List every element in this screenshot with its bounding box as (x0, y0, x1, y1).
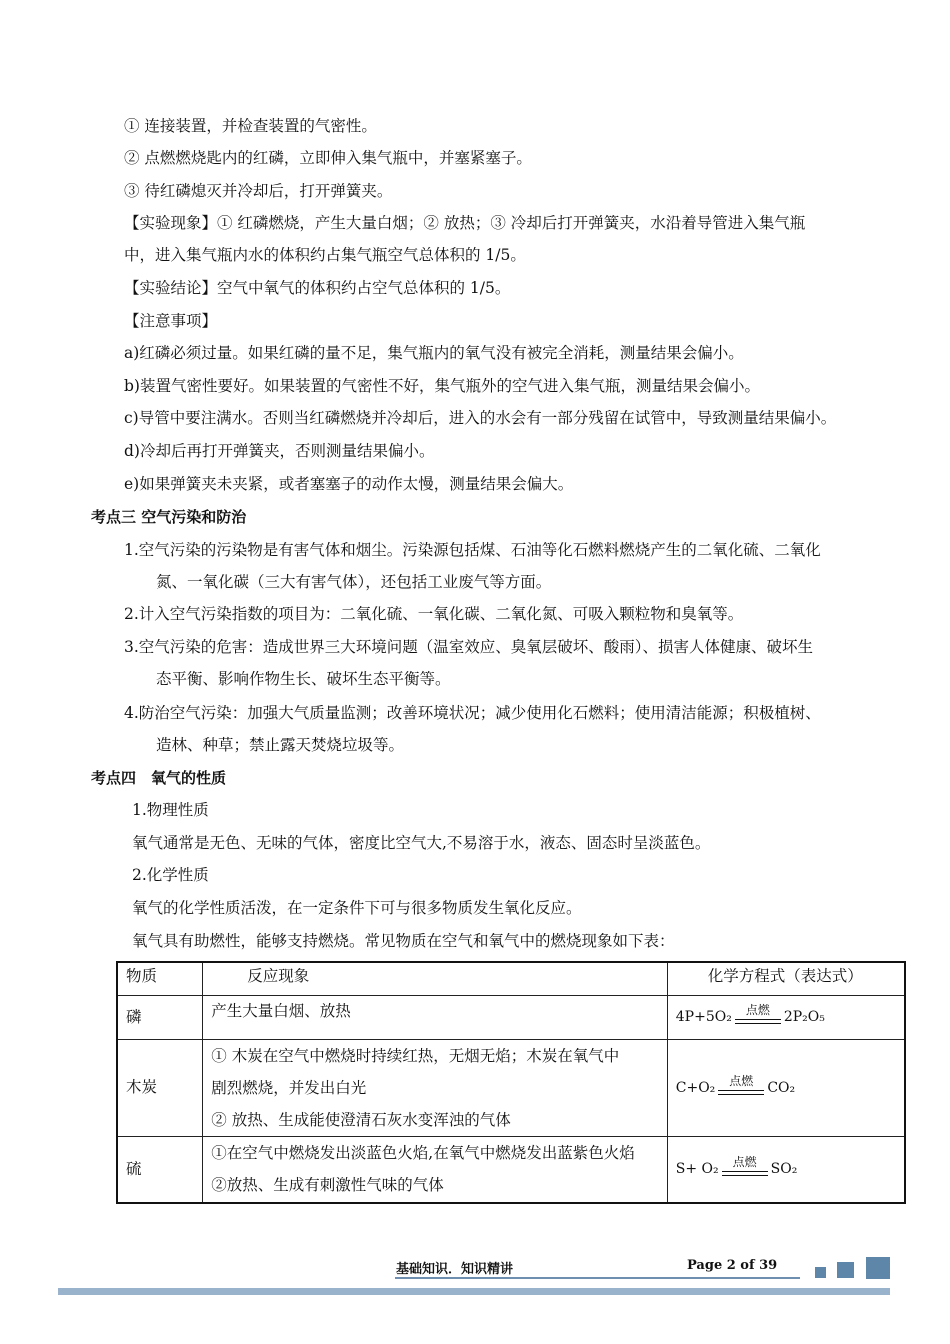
row-charcoal-equation (667, 1039, 905, 1136)
step-1: ① 连接装置，并检查装置的气密性。 (124, 117, 377, 135)
combustion-intro: 氧气具有助燃性，能够支持燃烧。常见物质在空气和氧气中的燃烧现象如下表： (132, 932, 675, 950)
phenomenon-line: ② 放热、生成能使澄清石灰水变浑浊的气体 (211, 1110, 511, 1129)
conclusion: 【实验结论】空气中氧气的体积约占空气总体积的 1/5。 (124, 279, 511, 297)
equation-products: CO₂ (767, 1079, 796, 1096)
section-3-item-1-line-2: 氮、一氧化碳（三大有害气体），还包括工业废气等方面。 (156, 573, 552, 591)
table-row (117, 1039, 905, 1136)
footer-square-small (815, 1267, 826, 1278)
reaction-arrow (718, 1073, 764, 1099)
footer-band (58, 1288, 890, 1295)
reaction-condition: 点燃 (745, 1003, 770, 1017)
footer-rule (395, 1277, 800, 1279)
note-b: b)装置气密性要好。如果装置的气密性不好，集气瓶外的空气进入集气瓶，测量结果会偏小。 (124, 377, 760, 395)
section-3-item-2: 2.计入空气污染指数的项目为：二氧化硫、一氧化碳、二氧化氮、可吸入颗粒物和臭氧等。 (124, 605, 744, 623)
step-2: ② 点燃燃烧匙内的红磷，立即伸入集气瓶中，并塞紧塞子。 (124, 149, 532, 167)
footer-square-medium (837, 1262, 854, 1278)
reaction-condition: 点燃 (729, 1073, 754, 1088)
chemical-properties-text: 氧气的化学性质活泼，在一定条件下可与很多物质发生氧化反应。 (132, 899, 582, 917)
row-phosphorus-equation (667, 995, 905, 1039)
equation-products: SO₂ (770, 1161, 798, 1178)
equation (675, 1155, 798, 1178)
equation (675, 1073, 796, 1096)
physical-properties-heading: 1.物理性质 (132, 801, 209, 819)
row-sulfur-equation (667, 1136, 905, 1203)
step-3: ③ 待红磷熄灭并冷却后，打开弹簧夹。 (124, 182, 393, 200)
row-charcoal-phenomenon (203, 1039, 667, 1136)
table-row (117, 995, 905, 1039)
row-phosphorus-phenomenon (203, 995, 667, 1039)
header-phenomenon: 反应现象 (203, 962, 667, 995)
phenomenon-line: ②放热、生成有刺激性气味的气体 (211, 1176, 444, 1195)
reaction-arrow (722, 1155, 768, 1180)
row-sulfur-phenomenon (203, 1136, 667, 1203)
phenomenon-line: ①在空气中燃烧发出淡蓝色火焰,在氧气中燃烧发出蓝紫色火焰 (211, 1144, 635, 1163)
note-c: c)导管中要注满水。否则当红磷燃烧并冷却后，进入的水会有一部分残留在试管中，导致测量结果偏小。 (124, 409, 837, 427)
chemical-properties-heading: 2.化学性质 (132, 866, 209, 884)
section-3-item-3-line-2: 态平衡、影响作物生长、破坏生态平衡等。 (156, 670, 451, 688)
header-equation: 化学方程式（表达式） (667, 962, 905, 995)
equation-reactants: C+O₂ (675, 1079, 716, 1096)
reaction-arrow (735, 1003, 781, 1028)
row-charcoal-substance: 木炭 (117, 1039, 203, 1136)
notes-title: 【注意事项】 (124, 312, 218, 330)
equation-reactants: 4P+5O₂ (675, 1009, 732, 1025)
phenomenon-line: 剧烈燃烧，并发出白光 (211, 1078, 367, 1097)
header-substance: 物质 (117, 962, 203, 995)
row-sulfur-substance: 硫 (117, 1136, 203, 1203)
phenomenon-line: 产生大量白烟、放热 (211, 1001, 351, 1020)
footer-page-number: Page 2 of 39 (687, 1258, 778, 1273)
row-phosphorus-substance: 磷 (117, 995, 203, 1039)
note-a: a)红磷必须过量。如果红磷的量不足，集气瓶内的氧气没有被完全消耗，测量结果会偏小。 (124, 344, 744, 362)
combustion-table (116, 961, 906, 1204)
table-row (117, 1136, 905, 1203)
footer-square-large (866, 1257, 890, 1279)
section-3-title: 考点三 空气污染和防治 (91, 508, 247, 526)
footer-title: 基础知识．知识精讲 (396, 1262, 514, 1277)
phenomenon-line-2: 中，进入集气瓶内水的体积约占集气瓶空气总体积的 1/5。 (124, 246, 526, 264)
physical-properties-text: 氧气通常是无色、无味的气体，密度比空气大,不易溶于水，液态、固态时呈淡蓝色。 (132, 834, 711, 852)
note-d: d)冷却后再打开弹簧夹，否则测量结果偏小。 (124, 442, 435, 460)
section-3-item-4-line-1: 4.防治空气污染：加强大气质量监测；改善环境状况；减少使用化石燃料；使用清洁能源；积极植树、 (124, 704, 821, 722)
section-3-item-4-line-2: 造林、种草；禁止露天焚烧垃圾等。 (156, 736, 405, 754)
equation (675, 1003, 825, 1025)
section-3-item-3-line-1: 3.空气污染的危害：造成世界三大环境问题（温室效应、臭氧层破坏、酸雨）、损害人体健康、破坏生 (124, 638, 814, 656)
equation-reactants: S+ O₂ (675, 1161, 719, 1178)
note-e: e)如果弹簧夹未夹紧，或者塞塞子的动作太慢，测量结果会偏大。 (124, 475, 574, 493)
reaction-condition: 点燃 (732, 1155, 757, 1170)
section-3-item-1-line-1: 1.空气污染的污染物是有害气体和烟尘。污染源包括煤、石油等化石燃料燃烧产生的二氧化硫、二氧化 (124, 541, 821, 559)
table-header-row (117, 962, 905, 995)
phenomenon-line-1: 【实验现象】① 红磷燃烧，产生大量白烟；② 放热；③ 冷却后打开弹簧夹，水沿着导管进入集气瓶 (124, 214, 806, 232)
equation-products: 2P₂O₅ (783, 1009, 825, 1025)
section-4-title: 考点四 氧气的性质 (91, 769, 227, 787)
phenomenon-line: ① 木炭在空气中燃烧时持续红热，无烟无焰；木炭在氧气中 (211, 1046, 620, 1065)
